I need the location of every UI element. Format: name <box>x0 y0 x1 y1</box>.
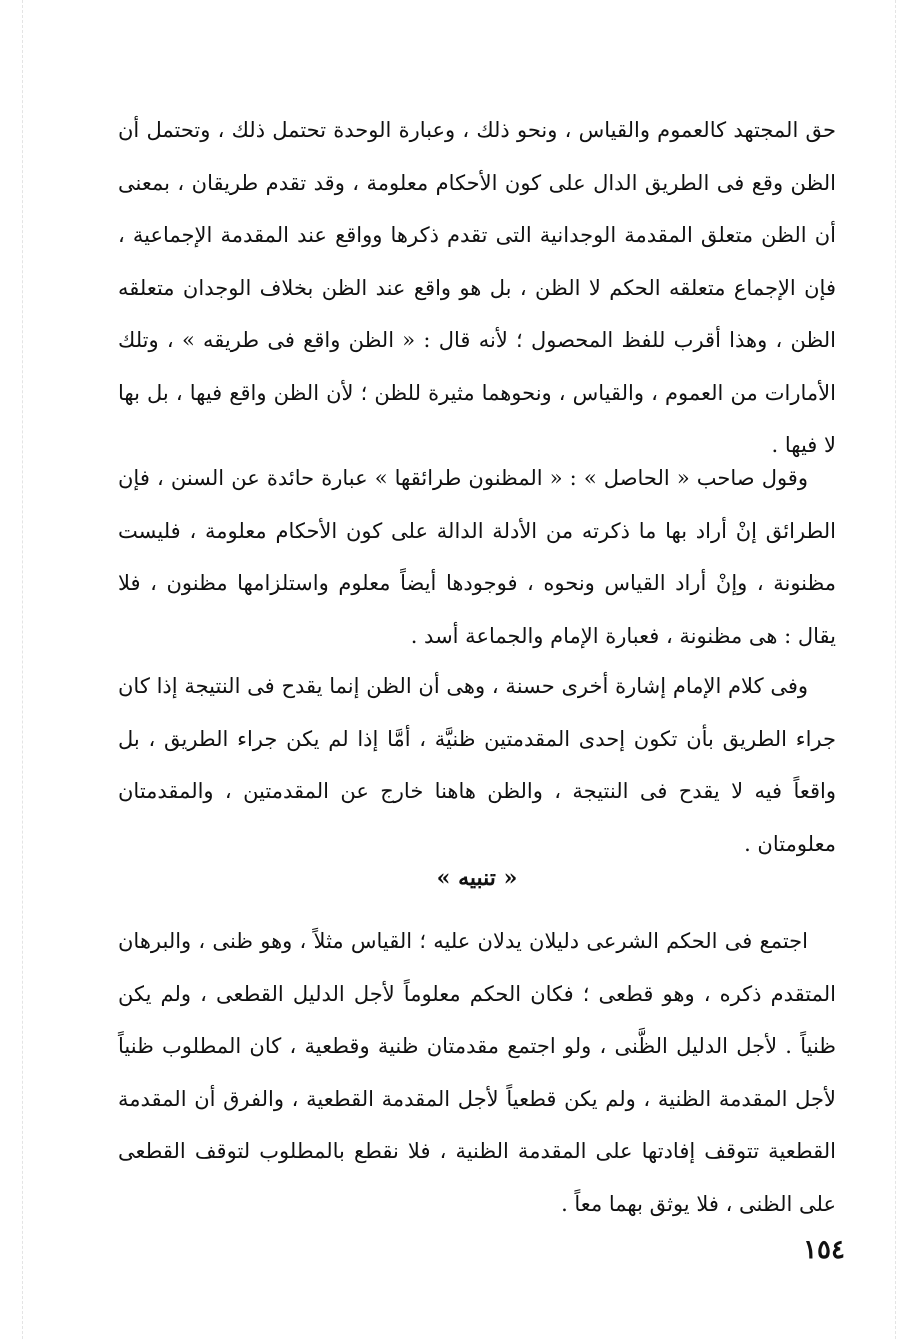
body-paragraph-1: حق المجتهد كالعموم والقياس ، ونحو ذلك ، وعبارة الوحدة تحتمل ذلك ، وتحتمل أن الظن وقع فى الطريق الدال على كون الأحكام معلومة ، وقد تقدم طريقان ، بمعنى أن الظن متعلق المقدمة الوجدانية التى تقدم ذكرها وواقع عند المقدمة الإجماعية ، فإن الإجماع متعلقه الحكم لا الظن ، بل هو واقع عند الظن بخلاف الوجدان متعلقه الظن ، وهذا أقرب للفظ المحصول ؛ لأنه قال : « الظن واقع فى طريقه » ، وتلك الأمارات من العموم ، والقياس ، ونحوهما مثيرة للظن ؛ لأن الظن واقع فيها ، بل بها لا فيها . <box>118 118 836 457</box>
note-paragraph: اجتمع فى الحكم الشرعى دليلان يدلان عليه ؛ القياس مثلاً ، وهو ظنى ، والبرهان المتقدم ذكره ، وهو قطعى ؛ فكان الحكم معلوماً لأجل الدليل القطعى ، ولم يكن ظنياً . لأجل الدليل الظَّنى ، ولو اجتمع مقدمتان ظنية وقطعية ، كان المطلوب ظنياً لأجل المقدمة الظنية ، ولم يكن قطعياً لأجل المقدمة القطعية ، والفرق أن المقدمة القطعية تتوقف إفادتها على المقدمة الظنية ، فلا نقطع بالمطلوب لتوقف القطعى على الظنى ، فلا يوثق بهما معاً . <box>118 929 836 1216</box>
scan-guide-line-left <box>22 0 23 1339</box>
scan-guide-line-right <box>895 0 896 1339</box>
body-paragraph-2: وقول صاحب « الحاصل » : « المظنون طرائقها » عبارة حائدة عن السنن ، فإن الطرائق إنْ أراد بها ما ذكرته من الأدلة الدالة على كون الأحكام معلومة ، فليست مظنونة ، وإنْ أراد القياس ونحوه ، فوجودها أيضاً معلوم واستلزامها مظنون ، فلا يقال : هى مظنونة ، فعبارة الإمام والجماعة أسد . <box>118 466 836 648</box>
section-heading: « تنبيه » <box>436 865 518 891</box>
page-number: ١٥٤ <box>803 1235 845 1265</box>
body-paragraph-3: وفى كلام الإمام إشارة أخرى حسنة ، وهى أن الظن إنما يقدح فى النتيجة إذا كان جراء الطريق بأن تكون إحدى المقدمتين ظنيَّة ، أمَّا إذا لم يكن جراء الطريق ، بل واقعاً فيه لا يقدح فى النتيجة ، والظن هاهنا خارج عن المقدمتين ، والمقدمتان معلومتان . <box>118 674 836 856</box>
